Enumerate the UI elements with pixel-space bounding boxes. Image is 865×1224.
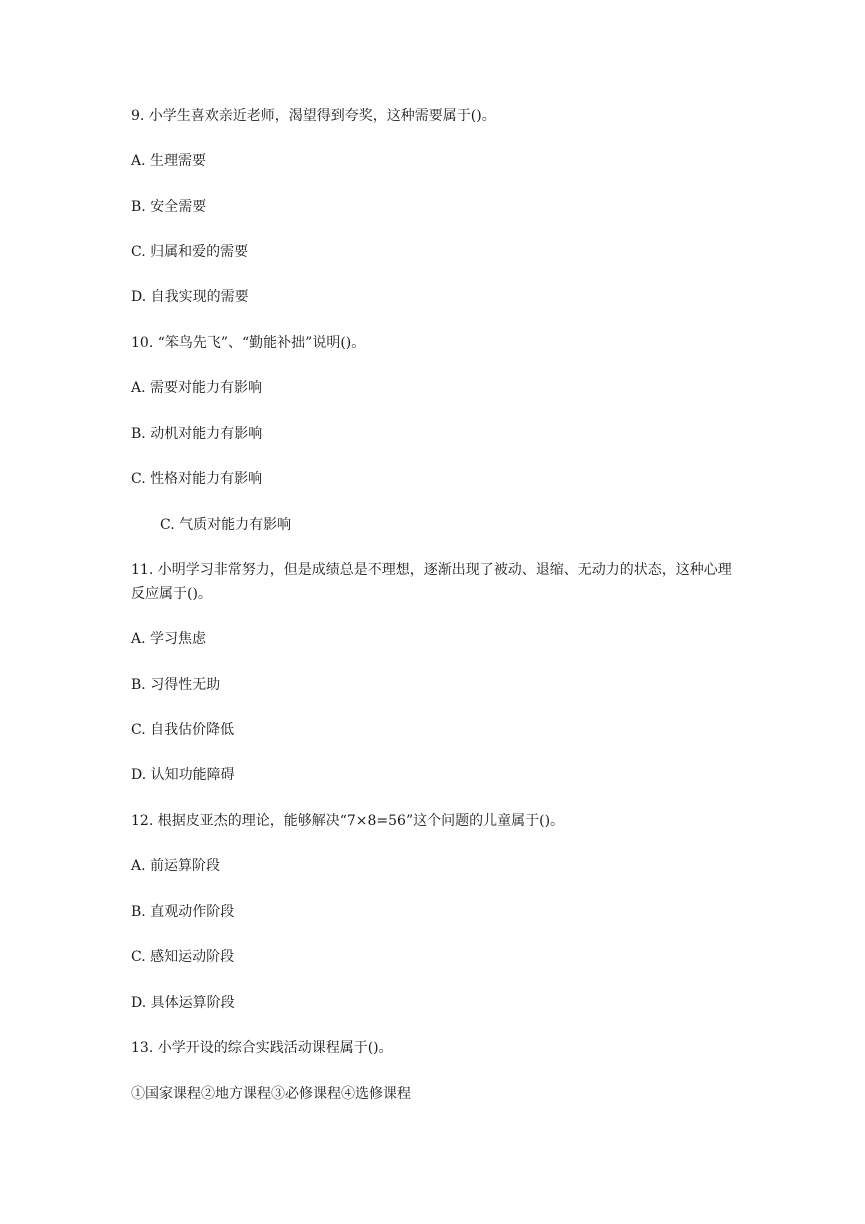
- q11-option-b: B. 习得性无助: [131, 677, 221, 693]
- q9-option-b: B. 安全需要: [131, 199, 207, 215]
- q9-option-c: C. 归属和爱的需要: [131, 244, 249, 260]
- q9-stem: 9. 小学生喜欢亲近老师，渴望得到夸奖，这种需要属于()。: [131, 108, 496, 124]
- q9-option-a: A. 生理需要: [131, 153, 207, 169]
- q10-option-b: B. 动机对能力有影响: [131, 426, 263, 442]
- q11-option-d: D. 认知功能障碍: [131, 767, 235, 783]
- q11-option-a: A. 学习焦虑: [131, 631, 207, 647]
- q12-option-a: A. 前运算阶段: [131, 858, 221, 874]
- q10-option-c: C. 性格对能力有影响: [131, 471, 263, 487]
- q11-option-c: C. 自我估价降低: [131, 722, 235, 738]
- q13-stem: 13. 小学开设的综合实践活动课程属于()。: [131, 1040, 393, 1056]
- q12-option-b: B. 直观动作阶段: [131, 904, 235, 920]
- q13-sub-options: ①国家课程②地方课程③必修课程④选修课程: [131, 1086, 411, 1102]
- q11-stem: 11. 小明学习非常努力，但是成绩总是不理想，逐渐出现了被动、退缩、无动力的状态，这种心理反应属于()。: [131, 562, 732, 602]
- q10-option-c-duplicate: C. 气质对能力有影响: [160, 517, 292, 533]
- q10-stem: 10. “笨鸟先飞”、“勤能补拙”说明()。: [131, 335, 366, 351]
- q12-option-d: D. 具体运算阶段: [131, 995, 235, 1011]
- q12-option-c: C. 感知运动阶段: [131, 949, 235, 965]
- q10-option-a: A. 需要对能力有影响: [131, 380, 263, 396]
- q12-stem: 12. 根据皮亚杰的理论，能够解决“7×8=56”这个问题的儿童属于()。: [131, 813, 565, 829]
- q9-option-d: D. 自我实现的需要: [131, 289, 249, 305]
